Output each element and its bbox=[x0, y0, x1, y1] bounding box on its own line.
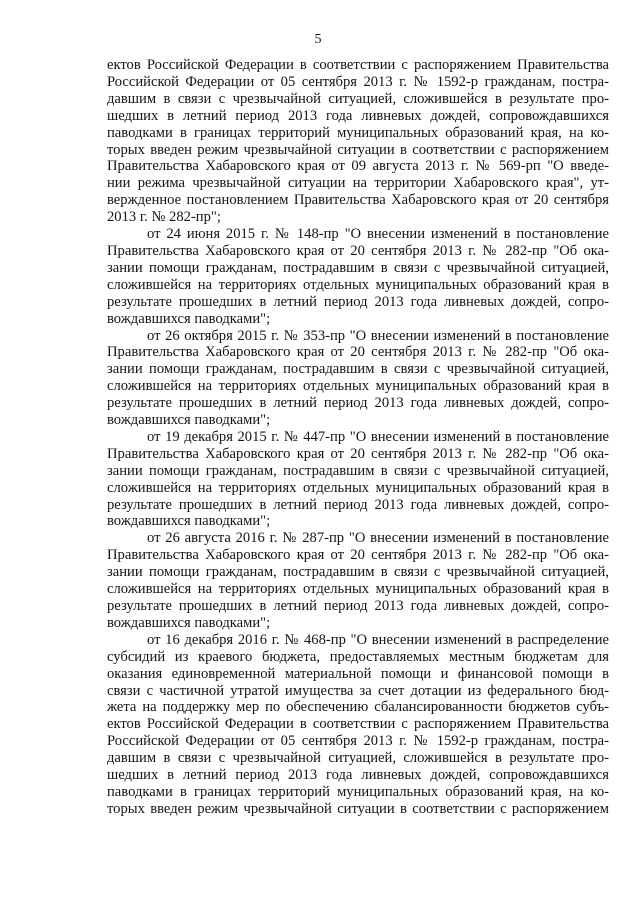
text-line: зании помощи гражданам, пострадавшим в связи с чрезвычайной ситуацией, bbox=[107, 361, 609, 378]
text-line: зании помощи гражданам, пострадавшим в связи с чрезвычайной ситуацией, bbox=[107, 564, 609, 581]
text-line: Российской Федерации от 05 сентября 2013 г. № 1592-р гражданам, постра- bbox=[107, 733, 609, 750]
text-line: вержденное постановлением Правительства Хабаровского края от 20 сентября bbox=[107, 192, 609, 209]
text-line: сложившейся на территориях отдельных муниципальных образований края в bbox=[107, 581, 609, 598]
text-line: сложившейся на территориях отдельных муниципальных образований края в bbox=[107, 378, 609, 395]
text-line: сложившейся на территориях отдельных муниципальных образований края в bbox=[107, 276, 609, 293]
text-line: Российской Федерации от 05 сентября 2013 г. № 1592-р гражданам, постра- bbox=[107, 73, 609, 90]
text-line: связи с частичной утратой имущества за счет дотации из федерального бюд- bbox=[107, 682, 609, 699]
text-line: паводками в границах территорий муниципальных образований края, на ко- bbox=[107, 783, 609, 800]
text-line: давшим в связи с чрезвычайной ситуацией, сложившейся в результате про- bbox=[107, 90, 609, 107]
text-line: шедших в летний период 2013 года ливневых дождей, сопровождавшихся bbox=[107, 767, 609, 784]
text-line: результате прошедших в летний период 2013 года ливневых дождей, сопро- bbox=[107, 496, 609, 513]
text-line: торых введен режим чрезвычайной ситуации в соответствии с распоряжением bbox=[107, 141, 609, 158]
text-line: от 26 августа 2016 г. № 287-пр "О внесении изменений в постановление bbox=[147, 530, 609, 547]
text-line: давшим в связи с чрезвычайной ситуацией, сложившейся в результате про- bbox=[107, 750, 609, 767]
text-line: вождавшихся паводками"; bbox=[107, 412, 271, 429]
text-line: 2013 г. № 282-пр"; bbox=[107, 209, 221, 226]
text-line: от 19 декабря 2015 г. № 447-пр "О внесении изменений в постановление bbox=[147, 428, 609, 445]
text-line: результате прошедших в летний период 2013 года ливневых дождей, сопро- bbox=[107, 395, 609, 412]
text-line: вождавшихся паводками"; bbox=[107, 310, 271, 327]
document-body bbox=[107, 57, 609, 818]
text-line: Правительства Хабаровского края от 20 сентября 2013 г. № 282-пр "Об ока- bbox=[107, 242, 609, 259]
text-line: субсидий из краевого бюджета, предоставляемых местным бюджетам для bbox=[107, 648, 609, 665]
text-line: зании помощи гражданам, пострадавшим в связи с чрезвычайной ситуацией, bbox=[107, 259, 609, 276]
text-line: результате прошедших в летний период 2013 года ливневых дождей, сопро- bbox=[107, 598, 609, 614]
text-line: от 16 декабря 2016 г. № 468-пр "О внесении изменений в распределение bbox=[147, 631, 609, 648]
text-line: результате прошедших в летний период 2013 года ливневых дождей, сопро- bbox=[107, 293, 609, 310]
text-line: вождавшихся паводками"; bbox=[107, 614, 271, 631]
text-line: Правительства Хабаровского края от 20 сентября 2013 г. № 282-пр "Об ока- bbox=[107, 445, 609, 462]
text-line: паводками в границах территорий муниципальных образований края, на ко- bbox=[107, 124, 609, 141]
text-line: шедших в летний период 2013 года ливневых дождей, сопровождавшихся bbox=[107, 107, 609, 124]
text-line: ектов Российской Федерации в соответствии с распоряжением Правительства bbox=[107, 57, 609, 73]
text-line: зании помощи гражданам, пострадавшим в связи с чрезвычайной ситуацией, bbox=[107, 462, 609, 479]
text-line: ектов Российской Федерации в соответствии с распоряжением Правительства bbox=[107, 716, 609, 733]
text-line: Правительства Хабаровского края от 20 сентября 2013 г. № 282-пр "Об ока- bbox=[107, 344, 609, 361]
text-line: жета на поддержку мер по обеспечению сбалансированности бюджетов субъ- bbox=[107, 699, 609, 716]
text-line: нии режима чрезвычайной ситуации на территории Хабаровского края", ут- bbox=[107, 175, 609, 192]
page-number: 5 bbox=[314, 32, 322, 47]
text-line: оказания единовременной материальной помощи и финансовой помощи в bbox=[107, 665, 609, 682]
text-line: от 24 июня 2015 г. № 148-пр "О внесении изменений в постановление bbox=[147, 226, 609, 243]
text-line: вождавшихся паводками"; bbox=[107, 513, 271, 530]
text-line: Правительства Хабаровского края от 09 августа 2013 г. № 569-рп "О введе- bbox=[107, 158, 609, 175]
text-line: сложившейся на территориях отдельных муниципальных образований края в bbox=[107, 479, 609, 496]
text-line: от 26 октября 2015 г. № 353-пр "О внесении изменений в постановление bbox=[147, 327, 609, 344]
text-line: Правительства Хабаровского края от 20 сентября 2013 г. № 282-пр "Об ока- bbox=[107, 547, 609, 564]
text-line: торых введен режим чрезвычайной ситуации в соответствии с распоряжением bbox=[107, 800, 609, 817]
